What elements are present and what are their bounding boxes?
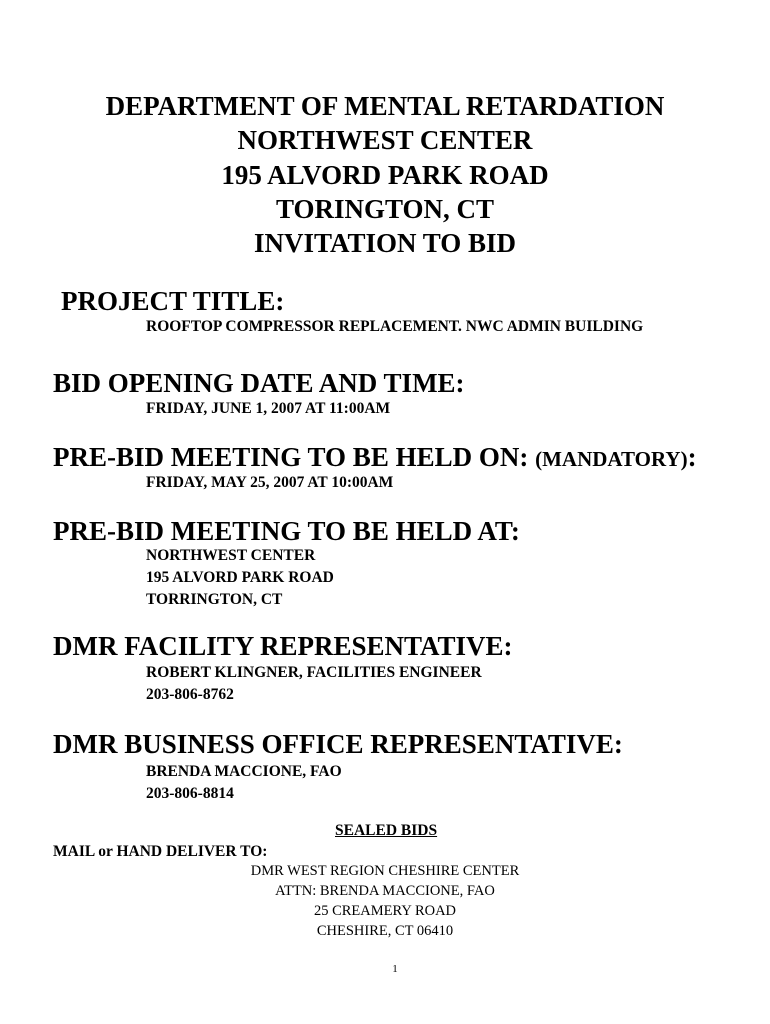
prebid-location-line: NORTHWEST CENTER [146, 547, 316, 564]
business-rep-name: BRENDA MACCIONE, FAO [146, 763, 342, 780]
bid-opening-heading: BID OPENING DATE AND TIME: [53, 368, 465, 398]
project-title-heading: PROJECT TITLE: [61, 286, 285, 316]
facility-rep-heading: DMR FACILITY REPRESENTATIVE: [53, 631, 513, 661]
mail-address-line: CHESHIRE, CT 06410 [316, 923, 454, 939]
mail-address-line: 25 CREAMERY ROAD [313, 903, 457, 919]
sealed-bids-label: SEALED BIDS [335, 822, 438, 839]
mandatory-label: (MANDATORY) [535, 447, 688, 471]
mail-deliver-label: MAIL or HAND DELIVER TO: [53, 843, 268, 860]
prebid-date-heading [53, 441, 697, 475]
prebid-date-heading-colon: : [687, 442, 697, 472]
facility-rep-name: ROBERT KLINGNER, FACILITIES ENGINEER [146, 664, 482, 681]
header-line-invitation: INVITATION TO BID [253, 228, 517, 258]
facility-rep-phone: 203-806-8762 [146, 686, 234, 703]
mail-address-line: DMR WEST REGION CHESHIRE CENTER [250, 863, 520, 879]
business-rep-phone: 203-806-8814 [146, 785, 234, 802]
project-title-value: ROOFTOP COMPRESSOR REPLACEMENT. NWC ADMIN BUILDING [146, 318, 644, 335]
prebid-date-heading-text: PRE-BID MEETING TO BE HELD ON: [53, 442, 536, 472]
prebid-location-line: 195 ALVORD PARK ROAD [146, 569, 334, 586]
business-rep-heading: DMR BUSINESS OFFICE REPRESENTATIVE: [53, 729, 623, 759]
mail-address-line: ATTN: BRENDA MACCIONE, FAO [275, 883, 495, 899]
header-line-street: 195 ALVORD PARK ROAD [221, 160, 549, 190]
header-line-department: DEPARTMENT OF MENTAL RETARDATION [105, 91, 665, 121]
prebid-location-heading: PRE-BID MEETING TO BE HELD AT: [53, 516, 520, 546]
header-line-center: NORTHWEST CENTER [237, 125, 533, 155]
header-line-city: TORINGTON, CT [275, 194, 495, 224]
bid-opening-value: FRIDAY, JUNE 1, 2007 AT 11:00AM [146, 400, 391, 417]
prebid-date-value: FRIDAY, MAY 25, 2007 AT 10:00AM [146, 474, 394, 491]
page-number: 1 [392, 963, 398, 975]
prebid-location-line: TORRINGTON, CT [146, 591, 283, 608]
